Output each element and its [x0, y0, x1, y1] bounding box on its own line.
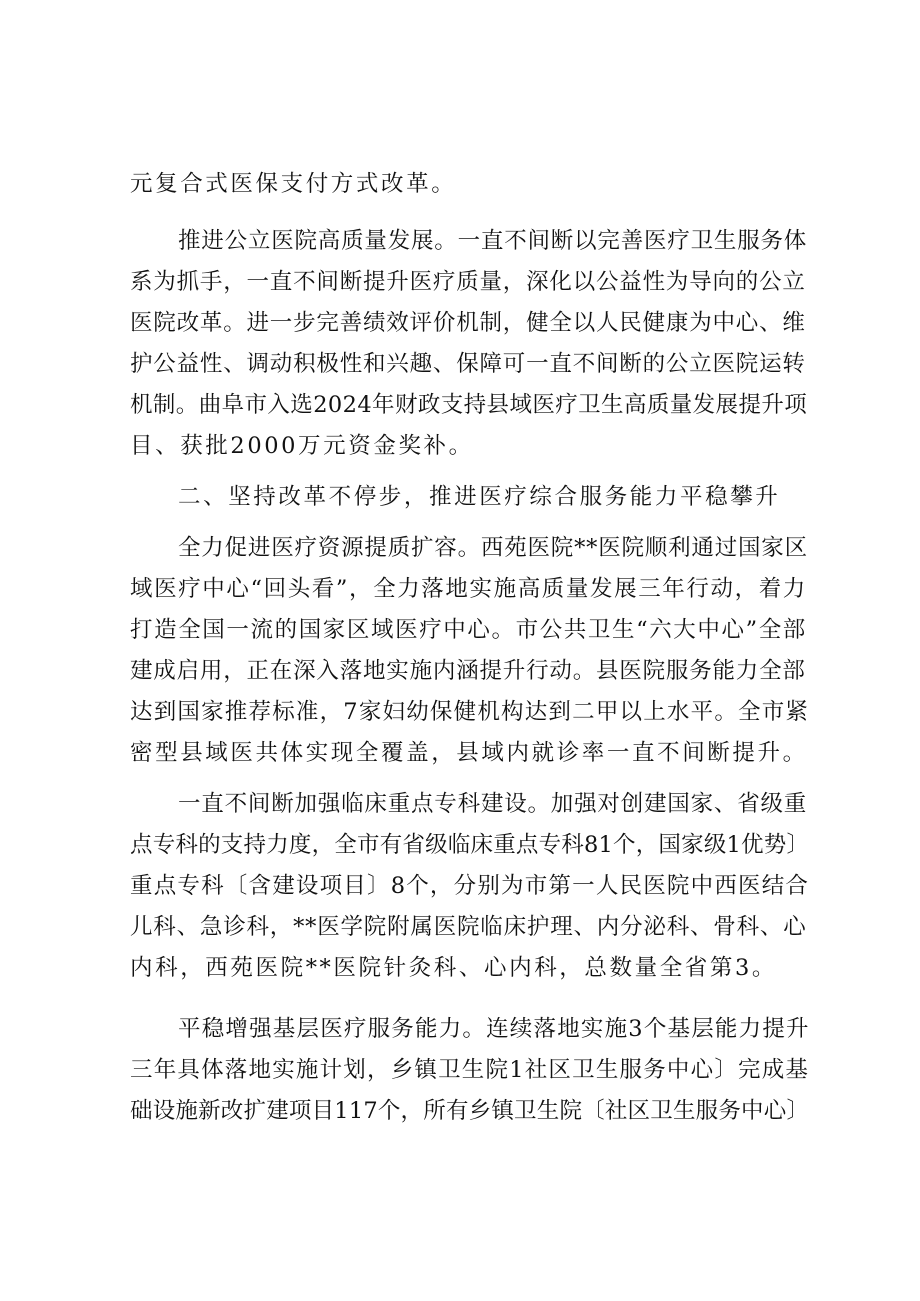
text-line-9: 全力促进医疗资源提质扩容。西苑医院**医院顺利通过国家区	[178, 535, 808, 561]
text-line-7: 目、获批2000万元资金奖补。	[130, 433, 474, 459]
text-line-14: 密型县域医共体实现全覆盖，县域内就诊率一直不间断提升。	[130, 740, 808, 766]
text-line-20: 平稳增强基层医疗服务能力。连续落地实施3个基层能力提升	[178, 1016, 810, 1042]
text-line-6: 机制。曲阜市入选2024年财政支持县域医疗卫生高质量发展提升项	[130, 392, 808, 418]
text-line-13: 达到国家推荐标准，7家妇幼保健机构达到二甲以上水平。全市紧	[130, 699, 810, 725]
text-line-16: 点专科的支持力度，全市有省级临床重点专科81个，国家级1优势〕	[130, 832, 810, 858]
text-line-5: 护公益性、调动积极性和兴趣、保障可一直不间断的公立医院运转	[130, 351, 806, 377]
text-line-18: 儿科、急诊科，**医学院附属医院临床护理、内分泌科、骨科、心	[130, 914, 807, 940]
text-line-19: 内科，西苑医院**医院针灸科、心内科，总数量全省第3。	[130, 955, 778, 981]
text-line-10: 域医疗中心“回头看”，全力落地实施高质量发展三年行动，着力	[130, 576, 807, 602]
text-line-12: 建成启用，正在深入落地实施内涵提升行动。县医院服务能力全部	[130, 658, 806, 684]
text-line-1: 元复合式医保支付方式改革。	[130, 171, 457, 197]
text-line-22: 础设施新改扩建项目117个，所有乡镇卫生院〔社区卫生服务中心〕	[130, 1098, 810, 1124]
text-line-17: 重点专科〔含建设项目〕8个，分别为市第一人民医院中西医结合	[130, 873, 810, 899]
section-heading: 二、坚持改革不停步，推进医疗综合服务能力平稳攀升	[178, 484, 781, 510]
text-line-4: 医院改革。进一步完善绩效评价机制，健全以人民健康为中心、维	[130, 310, 806, 336]
text-line-11: 打造全国一流的国家区域医疗中心。市公共卫生“六大中心”全部	[130, 617, 807, 643]
text-line-15: 一直不间断加强临床重点专科建设。加强对创建国家、省级重	[178, 791, 808, 817]
text-line-3: 系为抓手，一直不间断提升医疗质量，深化以公益性为导向的公立	[130, 269, 806, 295]
text-line-21: 三年具体落地实施计划，乡镇卫生院1社区卫生服务中心〕完成基	[130, 1057, 810, 1083]
text-line-2: 推进公立医院高质量发展。一直不间断以完善医疗卫生服务体	[178, 228, 808, 254]
